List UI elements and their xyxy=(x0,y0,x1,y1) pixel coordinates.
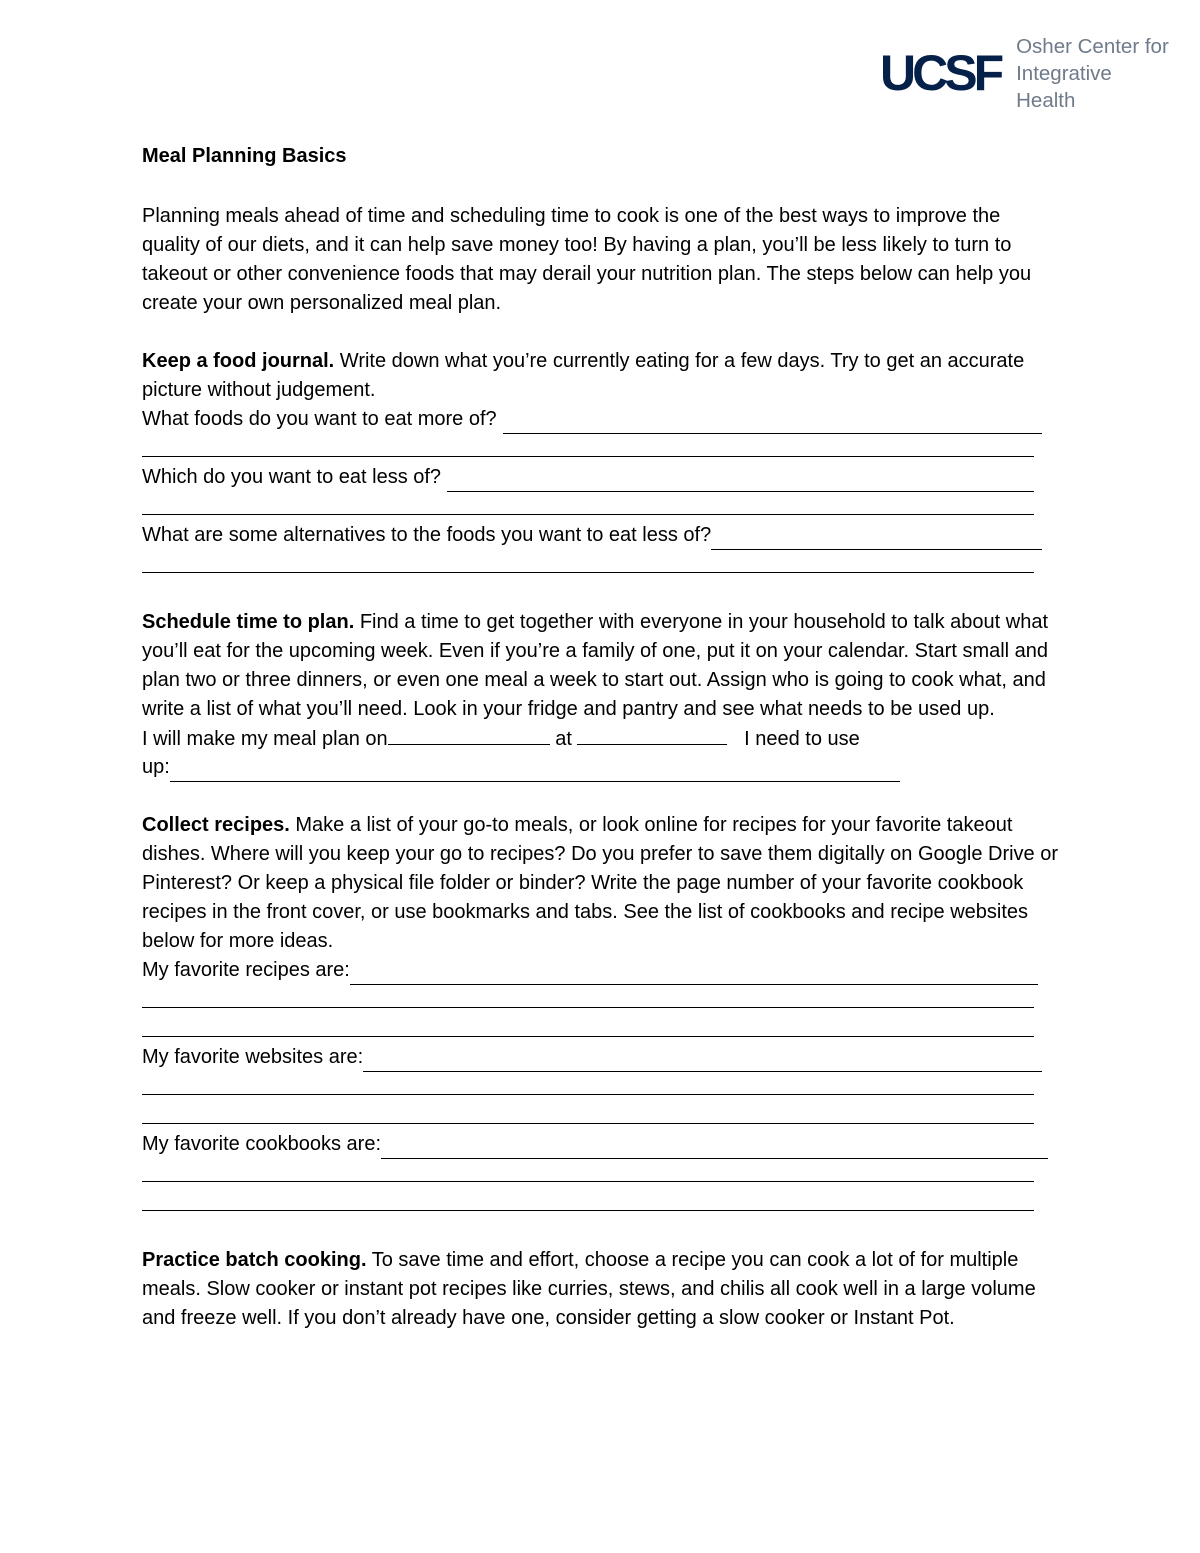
journal-q2-label: Which do you want to eat less of? xyxy=(142,466,442,488)
journal-q2-extra-line[interactable] xyxy=(142,492,1062,521)
recipes-q1-extra-line-1[interactable] xyxy=(142,985,1062,1014)
journal-heading: Keep a food journal. xyxy=(142,350,335,372)
plan-date-line[interactable] xyxy=(388,724,550,745)
recipes-q3-label: My favorite cookbooks are: xyxy=(142,1133,381,1155)
journal-q1-extra-line[interactable] xyxy=(142,434,1062,463)
batch-text: To save time and effort, choose a recipe you can cook a lot of for multiple meals. Slow cooker or instant pot recipes like curries, stews, and chilis all cook well in a large volume and freeze well. If you don’t already have one, consider getting a slow cooker or Instant Pot. xyxy=(142,1249,1036,1329)
recipes-q2-answer-line[interactable] xyxy=(363,1051,1042,1072)
journal-q3-answer-line[interactable] xyxy=(711,529,1042,550)
journal-q3-row xyxy=(142,521,1042,550)
journal-q3-label: What are some alternatives to the foods you want to eat less of? xyxy=(142,524,712,546)
ucsf-logo-mark: UCSF xyxy=(880,45,1001,101)
recipes-text: Make a list of your go-to meals, or look online for recipes for your favorite takeout dishes. Where will you keep your go to recipes? Do you prefer to save them digitally on Google Drive or Pinterest? Or keep a physical file folder or binder? Write the page number of your favorite cookbook recipes in the front cover, or use bookmarks and tabs. See the list of cookbooks and recipe websites below for more ideas. xyxy=(142,814,1059,952)
page-title: Meal Planning Basics xyxy=(142,145,347,167)
logo-line-2: Integrative Health xyxy=(1016,61,1112,112)
schedule-prompt-d: up: xyxy=(142,756,170,778)
batch-paragraph xyxy=(142,1246,1062,1333)
recipes-q1-row xyxy=(142,956,1038,985)
recipes-q3-extra-line-1[interactable] xyxy=(142,1159,1062,1188)
journal-q1-label: What foods do you want to eat more of? xyxy=(142,408,497,430)
document-body xyxy=(142,142,1062,1333)
recipes-q3-extra-line-2[interactable] xyxy=(142,1188,1062,1217)
recipes-heading: Collect recipes. xyxy=(142,814,290,836)
journal-q1-answer-line[interactable] xyxy=(503,413,1042,434)
ucsf-osher-logo xyxy=(880,34,1170,112)
schedule-prompt-row xyxy=(142,724,1062,753)
recipes-q2-extra-line-2[interactable] xyxy=(142,1101,1062,1130)
recipes-q3-row xyxy=(142,1130,1048,1159)
schedule-prompt-b: at xyxy=(555,728,572,750)
batch-heading: Practice batch cooking. xyxy=(142,1249,367,1271)
schedule-heading: Schedule time to plan. xyxy=(142,611,355,633)
journal-q2-row xyxy=(142,463,1034,492)
recipes-q1-answer-line[interactable] xyxy=(350,964,1038,985)
recipes-q2-row xyxy=(142,1043,1042,1072)
schedule-prompt-a: I will make my meal plan on xyxy=(142,728,388,750)
plan-time-line[interactable] xyxy=(577,724,727,745)
use-up-answer-line[interactable] xyxy=(170,761,900,782)
journal-text: Write down what you’re currently eating for a few days. Try to get an accurate picture without judgement. xyxy=(142,350,1025,401)
recipes-paragraph xyxy=(142,811,1062,956)
schedule-paragraph xyxy=(142,608,1062,724)
use-up-row xyxy=(142,753,900,782)
journal-q1-row xyxy=(142,405,1042,434)
intro-paragraph: Planning meals ahead of time and scheduling time to cook is one of the best ways to improve the quality of our diets, and it can help save money too! By having a plan, you’ll be less likely to turn to takeout or other convenience foods that may derail your nutrition plan. The steps below can help you create your own personalized meal plan. xyxy=(142,205,1032,314)
recipes-q1-extra-line-2[interactable] xyxy=(142,1014,1062,1043)
schedule-prompt-c: I need to use xyxy=(744,728,860,750)
recipes-q2-label: My favorite websites are: xyxy=(142,1046,364,1068)
journal-q2-answer-line[interactable] xyxy=(447,471,1034,492)
schedule-text: Find a time to get together with everyone in your household to talk about what you’ll eat for the upcoming week. Even if you’re a family of one, put it on your calendar. Start small and plan two or three dinners, or even one meal a week to start out. Assign who is going to cook what, and write a list of what you’ll need. Look in your fridge and pantry and see what needs to be used up. xyxy=(142,611,1049,720)
recipes-q1-label: My favorite recipes are: xyxy=(142,959,350,981)
logo-text xyxy=(1016,33,1170,114)
recipes-q3-answer-line[interactable] xyxy=(381,1138,1048,1159)
recipes-q2-extra-line-1[interactable] xyxy=(142,1072,1062,1101)
logo-line-1: Osher Center for xyxy=(1016,34,1169,58)
journal-paragraph xyxy=(142,347,1062,405)
journal-q3-extra-line[interactable] xyxy=(142,550,1062,579)
